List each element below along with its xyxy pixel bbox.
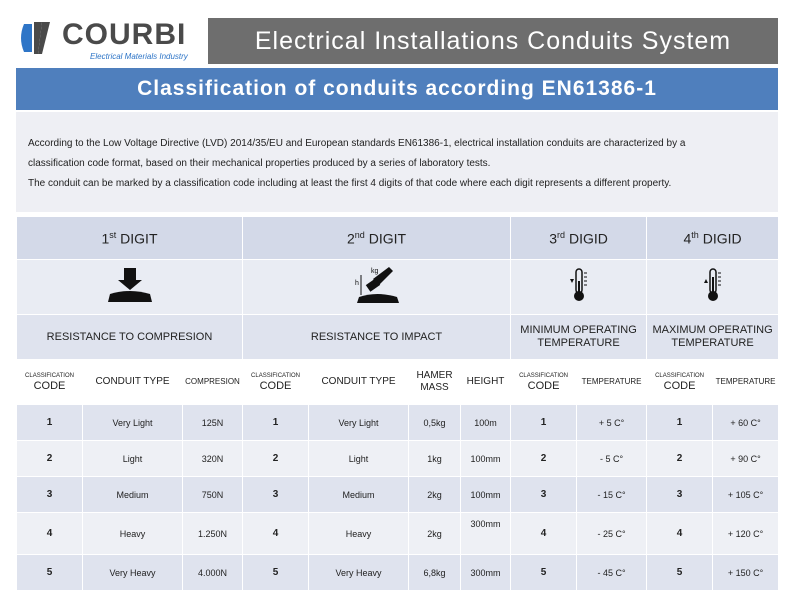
type-cell: Light bbox=[309, 441, 409, 477]
col-classification-code: CLASSIFICATION CODE bbox=[17, 360, 83, 405]
code-cell: 4 bbox=[647, 513, 713, 555]
code-cell: 1 bbox=[511, 405, 577, 441]
height-cell: 300mm bbox=[461, 555, 511, 591]
property-max-temp: MAXIMUM OPERATING TEMPERATURE bbox=[647, 315, 779, 360]
height-cell: 300mm bbox=[461, 513, 511, 555]
code-cell: 2 bbox=[511, 441, 577, 477]
height-cell: 100mm bbox=[461, 441, 511, 477]
col-classification-code: CLASSIFICATION CODE bbox=[647, 360, 713, 405]
compresion-cell: 4.000N bbox=[183, 555, 243, 591]
compresion-cell: 750N bbox=[183, 477, 243, 513]
digit-3-header: 3rd DIGID bbox=[511, 217, 647, 260]
max-temp-cell: + 120 C° bbox=[713, 513, 779, 555]
mass-cell: 0,5kg bbox=[409, 405, 461, 441]
intro-line-2: classification code format, based on their mechanical properties produced by a series of laboratory tests. bbox=[28, 158, 491, 169]
code-cell: 1 bbox=[243, 405, 309, 441]
max-temp-cell: + 60 C° bbox=[713, 405, 779, 441]
type-cell: Very Light bbox=[83, 405, 183, 441]
code-cell: 2 bbox=[243, 441, 309, 477]
type-cell: Heavy bbox=[83, 513, 183, 555]
page-title: Electrical Installations Conduits System bbox=[208, 18, 778, 64]
code-cell: 3 bbox=[511, 477, 577, 513]
mass-cell: 2kg bbox=[409, 513, 461, 555]
code-cell: 2 bbox=[647, 441, 713, 477]
page-subtitle: Classification of conduits according EN61386-1 bbox=[16, 68, 778, 110]
max-temp-cell: + 90 C° bbox=[713, 441, 779, 477]
svg-text:kg: kg bbox=[370, 267, 378, 275]
brand-name: COURBI bbox=[62, 18, 187, 51]
digit-4-header: 4th DIGID bbox=[647, 217, 779, 260]
compression-press-icon bbox=[104, 266, 156, 304]
min-temp-cell: - 5 C° bbox=[577, 441, 647, 477]
type-cell: Light bbox=[83, 441, 183, 477]
icon-row bbox=[17, 260, 779, 315]
property-impact: RESISTANCE TO IMPACT bbox=[243, 315, 511, 360]
digit-1-header: 1st DIGIT bbox=[17, 217, 243, 260]
intro-line-1: According to the Low Voltage Directive (LVD) 2014/35/EU and European standards EN61386-1, electrical installation conduits are characterized by a bbox=[28, 138, 686, 149]
code-cell: 2 bbox=[17, 441, 83, 477]
digit-2-header: 2nd DIGIT bbox=[243, 217, 511, 260]
height-cell: 100m bbox=[461, 405, 511, 441]
svg-text:h: h bbox=[354, 279, 359, 287]
min-temp-cell: - 45 C° bbox=[577, 555, 647, 591]
type-cell: Very Heavy bbox=[309, 555, 409, 591]
intro-text bbox=[16, 112, 778, 212]
code-cell: 4 bbox=[511, 513, 577, 555]
col-conduit-type: CONDUIT TYPE bbox=[83, 360, 183, 405]
col-temperature: TEMPERATURE bbox=[713, 360, 779, 405]
min-temp-cell: + 5 C° bbox=[577, 405, 647, 441]
code-cell: 1 bbox=[647, 405, 713, 441]
code-cell: 5 bbox=[511, 555, 577, 591]
col-classification-code: CLASSIFICATION CODE bbox=[243, 360, 309, 405]
height-cell: 100mm bbox=[461, 477, 511, 513]
type-cell: Medium bbox=[309, 477, 409, 513]
compresion-cell: 320N bbox=[183, 441, 243, 477]
code-cell: 5 bbox=[17, 555, 83, 591]
table-row bbox=[17, 555, 779, 591]
table-row bbox=[17, 477, 779, 513]
mass-cell: 2kg bbox=[409, 477, 461, 513]
courbi-logo-icon bbox=[16, 20, 58, 56]
type-cell: Very Light bbox=[309, 405, 409, 441]
impact-hammer-icon bbox=[351, 265, 403, 305]
code-cell: 1 bbox=[17, 405, 83, 441]
code-cell: 4 bbox=[17, 513, 83, 555]
thermometer-up-icon bbox=[702, 267, 724, 303]
digit-header-row bbox=[17, 217, 779, 260]
property-min-temp: MINIMUM OPERATING TEMPERATURE bbox=[511, 315, 647, 360]
code-cell: 5 bbox=[243, 555, 309, 591]
type-cell: Medium bbox=[83, 477, 183, 513]
thermometer-down-icon bbox=[568, 267, 590, 303]
col-temperature: TEMPERATURE bbox=[577, 360, 647, 405]
code-cell: 3 bbox=[243, 477, 309, 513]
property-row bbox=[17, 315, 779, 360]
table-row bbox=[17, 405, 779, 441]
code-cell: 3 bbox=[647, 477, 713, 513]
type-cell: Very Heavy bbox=[83, 555, 183, 591]
code-cell: 5 bbox=[647, 555, 713, 591]
type-cell: Heavy bbox=[309, 513, 409, 555]
col-hamer-mass: HAMER MASS bbox=[409, 360, 461, 405]
table-row bbox=[17, 513, 779, 555]
col-height: HEIGHT bbox=[461, 360, 511, 405]
min-temp-cell: - 25 C° bbox=[577, 513, 647, 555]
max-temp-cell: + 105 C° bbox=[713, 477, 779, 513]
col-compresion: COMPRESION bbox=[183, 360, 243, 405]
column-header-row bbox=[17, 360, 779, 405]
compresion-cell: 125N bbox=[183, 405, 243, 441]
brand-tagline: Electrical Materials Industry bbox=[90, 52, 188, 61]
table-row bbox=[17, 441, 779, 477]
compresion-cell: 1.250N bbox=[183, 513, 243, 555]
mass-cell: 6,8kg bbox=[409, 555, 461, 591]
max-temp-cell: + 150 C° bbox=[713, 555, 779, 591]
col-conduit-type: CONDUIT TYPE bbox=[309, 360, 409, 405]
code-cell: 3 bbox=[17, 477, 83, 513]
property-compression: RESISTANCE TO COMPRESION bbox=[17, 315, 243, 360]
classification-table bbox=[16, 216, 779, 591]
min-temp-cell: - 15 C° bbox=[577, 477, 647, 513]
mass-cell: 1kg bbox=[409, 441, 461, 477]
col-classification-code: CLASSIFICATION CODE bbox=[511, 360, 577, 405]
code-cell: 4 bbox=[243, 513, 309, 555]
intro-line-3: The conduit can be marked by a classification code including at least the first 4 digits of that code where each digit represents a different property. bbox=[28, 178, 672, 189]
brand-logo bbox=[16, 16, 200, 68]
